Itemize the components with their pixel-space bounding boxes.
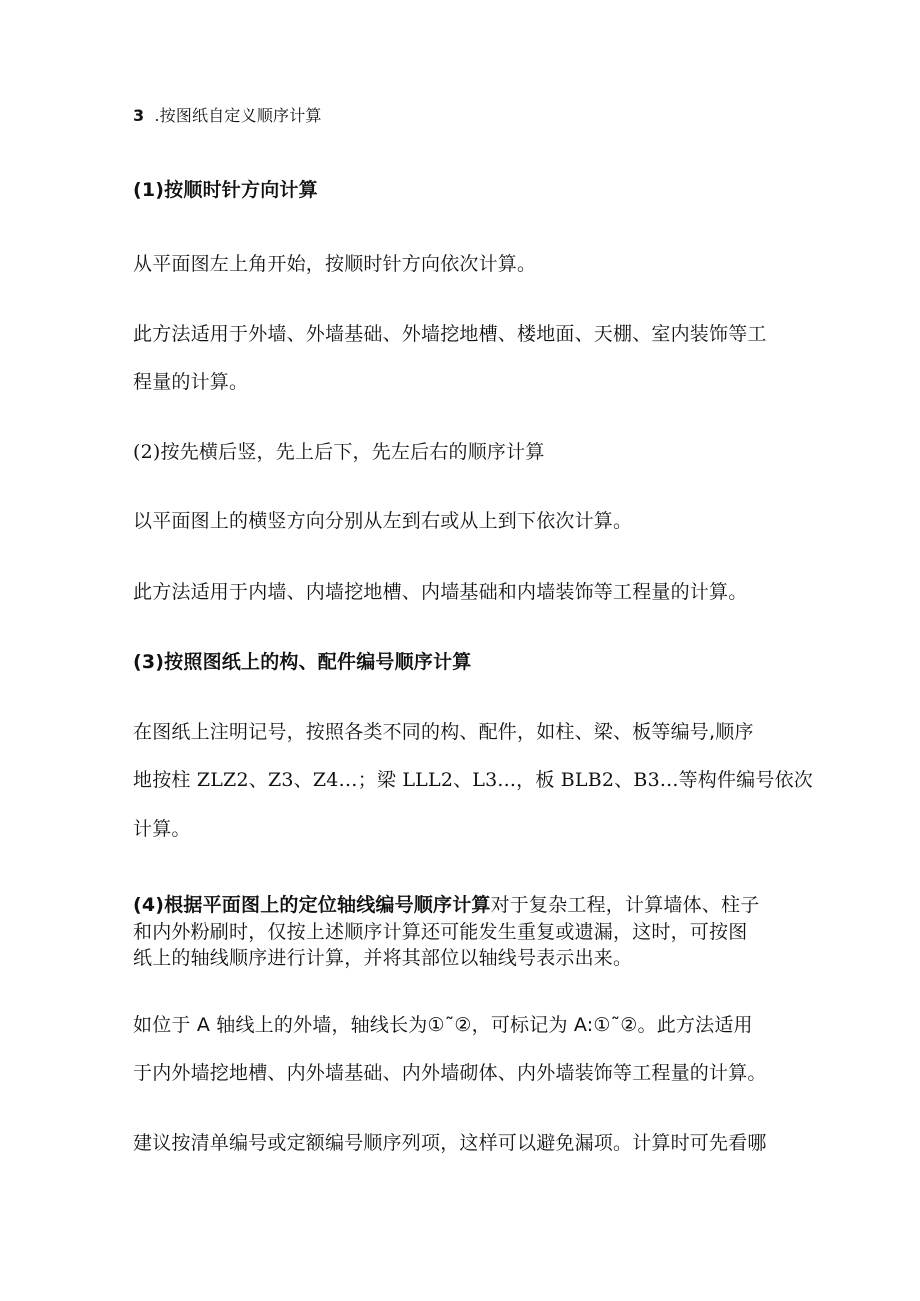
section-heading — [133, 104, 322, 128]
subsection-4-title: (4)根据平面图上的定位轴线编号顺序计算 — [133, 894, 491, 916]
section-number: 3 — [133, 106, 145, 125]
subsection-4-paragraph-line-3: 纸上的轴线顺序进行计算，并将其部位以轴线号表示出来。 — [133, 947, 633, 969]
subsection-1-paragraph-2-line-2: 程量的计算。 — [133, 371, 249, 393]
subsection-1-title: (1)按顺时针方向计算 — [133, 179, 318, 201]
subsection-4-paragraph-line-1: 对于复杂工程，计算墙体、柱子 — [490, 894, 760, 916]
subsection-4-paragraph-2-line-2: 于内外墙挖地槽、内外墙基础、内外墙砌体、内外墙装饰等工程量的计算。 — [133, 1062, 767, 1084]
subsection-4-first-line — [133, 893, 759, 917]
subsection-1-paragraph-2-line-1: 此方法适用于外墙、外墙基础、外墙挖地槽、楼地面、天棚、室内装饰等工 — [133, 323, 767, 345]
subsection-3-paragraph-line-2: 地按柱 ZLZ2、Z3、Z4…；梁 LLL2、L3...，板 BLB2、B3...等构件编号依次 — [133, 769, 813, 791]
subsection-2-paragraph-1: 以平面图上的横竖方向分别从左到右或从上到下依次计算。 — [133, 510, 633, 532]
subsection-3-paragraph-line-3: 计算。 — [133, 818, 191, 840]
section-heading-text: .按图纸自定义顺序计算 — [154, 106, 322, 125]
subsection-2-paragraph-2: 此方法适用于内墙、内墙挖地槽、内墙基础和内墙装饰等工程量的计算。 — [133, 581, 748, 603]
subsection-3-title: (3)按照图纸上的构、配件编号顺序计算 — [133, 651, 472, 673]
subsection-4-paragraph-2-line-1: 如位于 A 轴线上的外墙，轴线长为①˜②，可标记为 A:①˜②。此方法适用 — [133, 1014, 753, 1036]
closing-paragraph-line-1: 建议按清单编号或定额编号顺序列项，这样可以避免漏项。计算时可先看哪 — [133, 1132, 767, 1154]
subsection-3-paragraph-line-1: 在图纸上注明记号，按照各类不同的构、配件，如柱、梁、板等编号,顺序 — [133, 721, 754, 743]
subsection-4-paragraph-line-2: 和内外粉刷时，仅按上述顺序计算还可能发生重复或遗漏，这时，可按图 — [133, 921, 748, 943]
subsection-2-title: (2)按先横后竖，先上后下，先左后右的顺序计算 — [133, 441, 545, 463]
subsection-1-paragraph-1: 从平面图左上角开始，按顺时针方向依次计算。 — [133, 253, 537, 275]
